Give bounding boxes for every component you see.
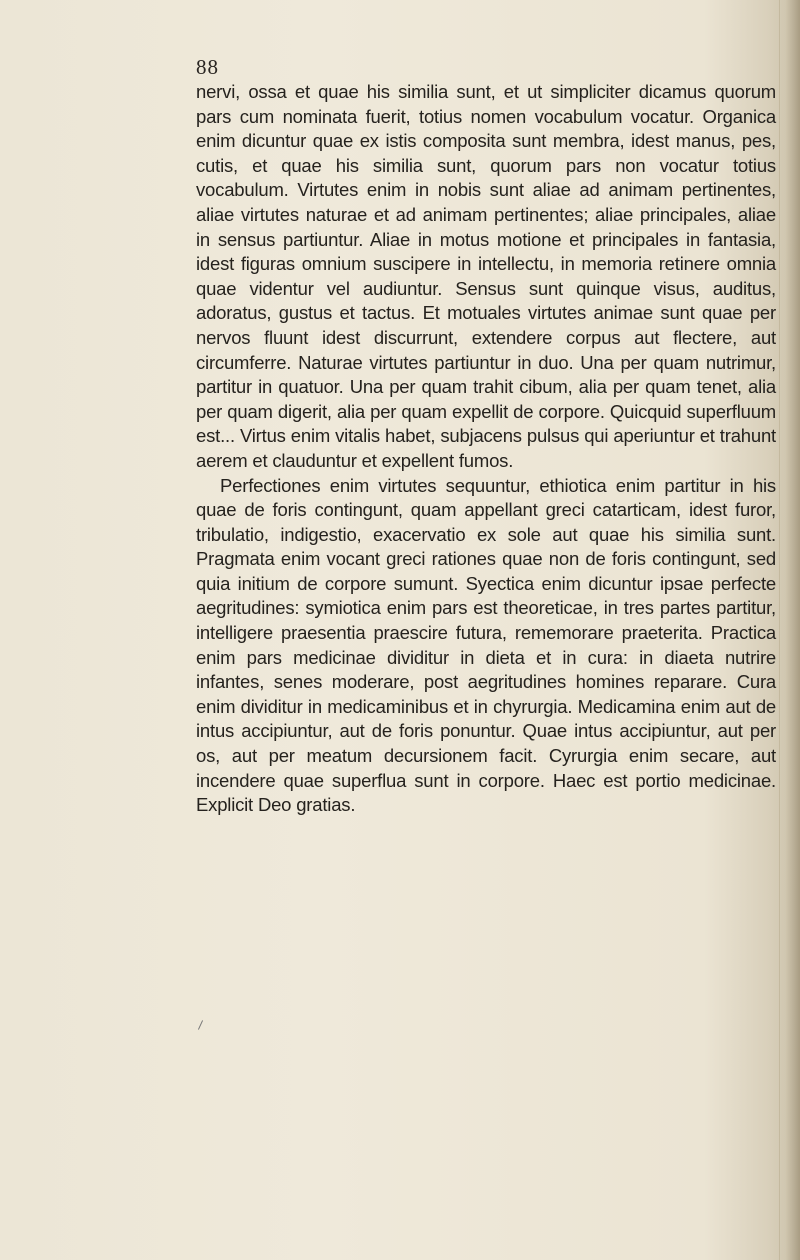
stray-ink-mark [198, 1020, 203, 1029]
page-edge-shadow [786, 0, 800, 1260]
page-number: 88 [196, 55, 219, 79]
paragraph-2: Perfectiones enim virtutes sequuntur, ethiotica enim partitur in his quae de foris contingunt, quam appellant greci catarticam, idest furor, tribulatio, indigestio, exacervatio ex sole aut quae his similia sunt. Pragmata enim vocant greci rationes quae non de foris contingunt, sed quia initium de corpore sumunt. Syectica enim dicuntur ipsae perfecte aegritudines: symiotica enim pars est theoreticae, in tres partes partitur, intelligere praesentia praescire futura, rememorare praeterita. Practica enim pars medicinae dividitur in dieta et in cura: in diaeta nutrire infantes, senes moderare, post aegritudines homines reparare. Cura enim dividitur in medicaminibus et in chyrurgia. Medicamina enim aut de intus accipiuntur, aut de foris ponuntur. Quae intus accipiuntur, aut per os, aut per meatum decursionem facit. Cyrurgia enim secare, aut incendere quae superflua sunt in corpore. Haec est portio medicinae. Explicit Deo gratias. [196, 474, 776, 816]
paragraph-1: nervi, ossa et quae his similia sunt, et ut simpliciter dicamus quorum pars cum nominata fuerit, totius nomen vocabulum vocatur. Organica enim dicuntur quae ex istis composita sunt membra, idest manus, pes, cutis, et quae his similia sunt, quorum pars non vocatur totius vocabulum. Virtutes enim in nobis sunt aliae ad animam pertinentes, aliae virtutes naturae et ad animam pertinentes; aliae principales, aliae in sensus partiuntur. Aliae in motus motione et principales in fantasia, idest figuras omnium suscipere in intellectu, in memoria retinere omnia quae videntur vel audiuntur. Sensus sunt quinque visus, auditus, adoratus, gustus et tactus. Et motuales virtutes animae sunt quae per nervos fluunt idest discurrunt, extendere corpus aut flectere, aut circumferre. Naturae virtutes partiuntur in duo. Una per quam nutrimur, partitur in quatuor. Una per quam trahit cibum, alia per quam tenet, alia per quam digerit, alia per quam expellit de corpore. Quicquid superfluum est... Virtus enim vitalis habet, subjacens pulsus qui aperiuntur et trahunt aerem et clauduntur et expellent fumos. [196, 81, 776, 471]
body-text [196, 80, 776, 818]
page-edge-line [779, 0, 780, 1260]
